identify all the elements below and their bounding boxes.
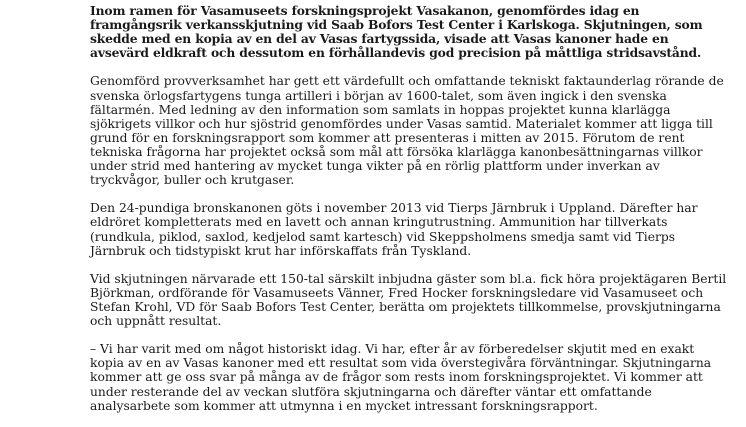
- press-release-body: [90, 4, 730, 427]
- lead-paragraph: Inom ramen för Vasamuseets forskningsprojekt Vasakanon, genomfördes idag en framgångsrik verkansskjutning vid Saab Bofors Test Center i Karlskoga. Skjutningen, som skedde med en kopia av en del av Vasas fartygssida, visade att Vasas kanoner hade en avsevärd eldkraft och dessutom en förhållandevis god precision på måttliga stridsavstånd.: [90, 3, 703, 61]
- body-paragraph-4: – Vi har varit med om något historiskt idag. Vi har, efter år av förberedelser skjutit med en exakt kopia av en av Vasas kanoner med ett resultat som vida överstegivåra förväntningar. Skjutningarna kommer att ge oss svar på många av de frågor som rests inom forskningsprojektet. Vi kommer att under resterande del av veckan slutföra skjutningarna och därefter väntar ett omfattande analysarbete som kommer att utmynna i en mycket intressant forskningsrapport.: [90, 342, 712, 413]
- body-paragraph-2: Den 24-pundiga bronskanonen göts i november 2013 vid Tierps Järnbruk i Uppland. Därefter har eldröret kompletterats med en lavett och annan kringutrustning. Ammunition har tillverkats (rundkula, piklod, saxlod, kedjelod samt kartesch) vid Skeppsholmens smedja samt vid Tierps Järnbruk och tidstypiskt krut har införskaffats från Tyskland.: [90, 201, 698, 258]
- body-paragraph-3: Vid skjutningen närvarade ett 150-tal särskilt inbjudna gäster som bl.a. fick höra projektägaren Bertil Björkman, ordförande för Vasamuseets Vänner, Fred Hocker forskningsledare vid Vasamuseet och Stefan Krohl, VD för Saab Bofors Test Center, berätta om projektets tillkommelse, provskjutningarna och uppnått resultat.: [90, 271, 727, 329]
- body-paragraph-1: Genomförd provverksamhet har gett ett värdefullt och omfattande tekniskt faktaunderlag rörande de svenska örlogsfartygens tunga artilleri i början av 1600-talet, som även ingick i den svenska fältarmén. Med ledning av den information som samlats in hoppas projektet kunna klarlägga sjökrigets villkor och hur sjöstrid genomfördes under Vasas samtid. Materialet kommer att ligga till grund för en forskningsrapport som kommer att presenteras i mitten av 2015. Förutom de rent tekniska frågorna har projektet också som mål att försöka klarlägga kanonbesättningarnas villkor under strid med hantering av mycket tunga vikter på en rörlig plattform under inverkan av tryckvågor, buller och krutgaser.: [90, 74, 724, 188]
